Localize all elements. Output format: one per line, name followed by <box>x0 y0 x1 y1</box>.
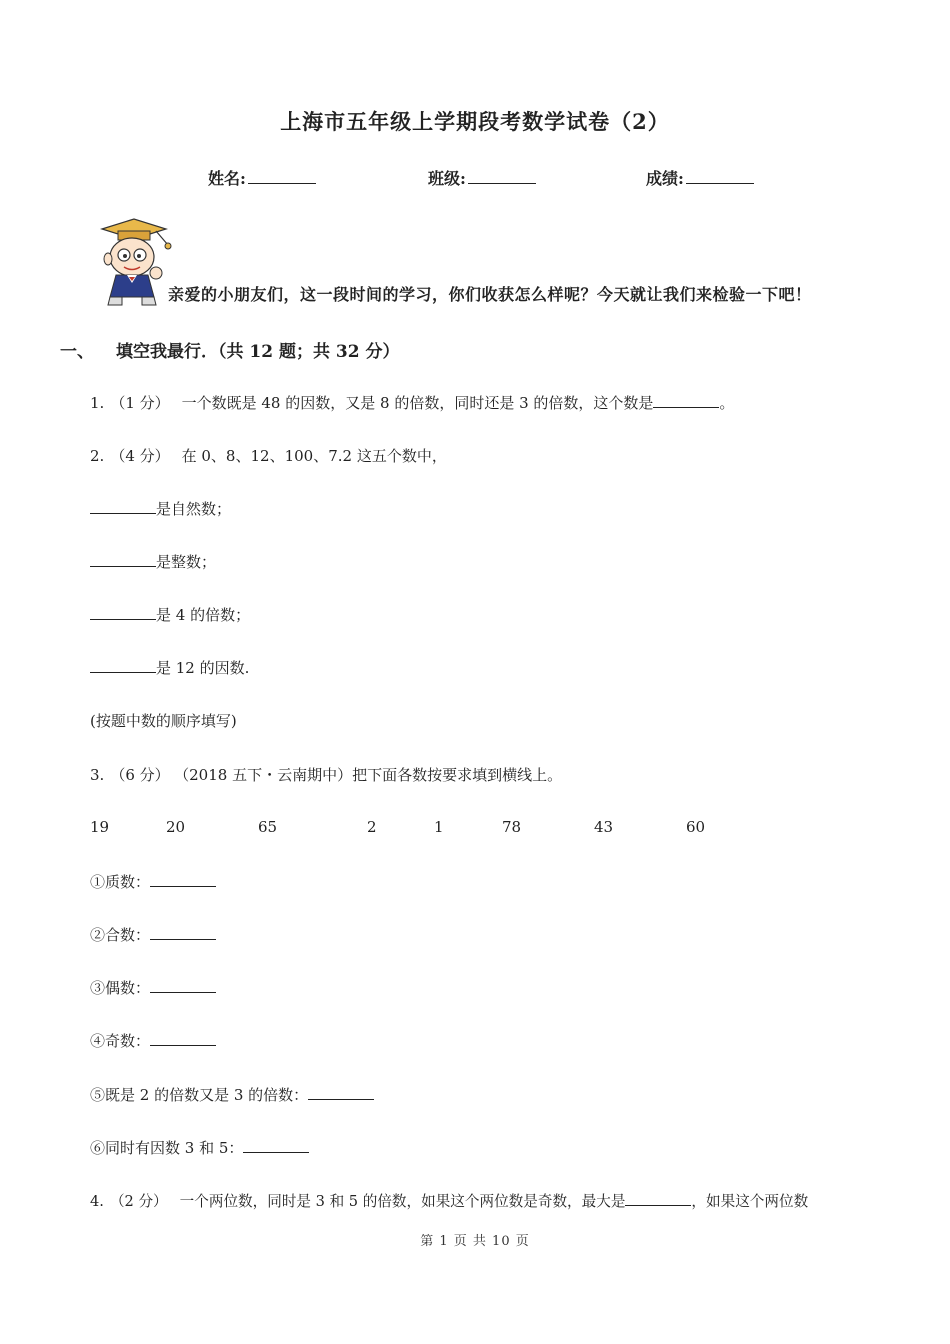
question-text: （2018 五下・云南期中）把下面各数按要求填到横线上。 <box>181 766 563 784</box>
answer-label: 是自然数； <box>156 500 232 518</box>
score-label: 成绩: <box>646 169 684 188</box>
answer-blank <box>90 659 156 673</box>
answer-blank <box>150 873 216 887</box>
answer-blank <box>308 1086 374 1100</box>
answer-label: ②合数： <box>90 926 151 944</box>
number-item: 65 <box>258 818 278 836</box>
answer-blank <box>243 1139 309 1153</box>
answer-line <box>90 1084 374 1105</box>
mascot-illustration <box>94 215 176 307</box>
number-item: 1 <box>434 818 444 836</box>
question-number: 4. <box>90 1193 104 1210</box>
answer-blank <box>90 500 156 514</box>
answer-line <box>90 1137 309 1158</box>
number-item: 60 <box>686 818 706 836</box>
question-score: （4 分） <box>110 447 170 465</box>
answer-label: ③偶数： <box>90 979 151 997</box>
score-field <box>646 166 754 189</box>
question-number: 3. <box>90 766 105 784</box>
question-score: （2 分） <box>109 1193 168 1210</box>
answer-line <box>90 498 231 519</box>
question-text-end: 。 <box>719 394 735 412</box>
answer-line <box>90 551 216 572</box>
question-number: 2. <box>90 447 105 465</box>
number-item: 43 <box>594 818 614 836</box>
answer-label: ④奇数： <box>90 1032 151 1050</box>
answer-line <box>90 657 249 678</box>
answer-blank <box>653 394 719 408</box>
answer-blank <box>625 1192 691 1206</box>
answer-label: ①质数： <box>90 873 151 891</box>
answer-label: 是整数； <box>156 553 217 571</box>
section-number: 一、 <box>60 342 94 362</box>
answer-line <box>90 977 216 998</box>
answer-blank <box>150 1032 216 1046</box>
number-item: 20 <box>166 818 186 836</box>
answer-label: 是 12 的因数. <box>156 659 250 677</box>
number-item: 78 <box>502 818 522 836</box>
page-footer: 第 1 页 共 10 页 <box>420 1234 530 1249</box>
answer-line <box>90 924 216 945</box>
name-label: 姓名: <box>208 169 246 188</box>
question-2 <box>90 445 447 466</box>
answer-line <box>90 871 216 892</box>
answer-blank <box>90 606 156 620</box>
page-title: 上海市五年级上学期段考数学试卷（2） <box>280 109 670 134</box>
score-blank <box>686 169 754 184</box>
class-blank <box>468 169 536 184</box>
question-number: 1. <box>90 394 105 412</box>
question-note: (按题中数的顺序填写) <box>90 712 237 730</box>
question-score: （1 分） <box>110 394 170 412</box>
section-title: 填空我最行．（共 12 题；共 32 分） <box>116 342 400 362</box>
number-item: 19 <box>90 818 110 836</box>
question-text: 一个数既是 48 的因数，又是 8 的倍数，同时还是 3 的倍数，这个数是 <box>181 394 654 412</box>
answer-label: ⑤既是 2 的倍数又是 3 的倍数： <box>90 1086 309 1104</box>
answer-blank <box>150 979 216 993</box>
name-field <box>208 166 316 189</box>
question-4 <box>90 1190 808 1211</box>
class-label: 班级: <box>428 169 466 188</box>
question-text: 在 0、8、12、100、7.2 这五个数中， <box>181 447 447 465</box>
class-field <box>428 166 536 189</box>
answer-line <box>90 1030 216 1051</box>
question-text-end: ，如果这个两位数 <box>691 1193 809 1210</box>
answer-blank <box>150 926 216 940</box>
section-heading <box>60 337 400 362</box>
number-item: 2 <box>367 818 377 836</box>
question-3 <box>90 764 562 785</box>
answer-label: ⑥同时有因数 3 和 5： <box>90 1139 244 1157</box>
question-text: 一个两位数，同时是 3 和 5 的倍数，如果这个两位数是奇数，最大是 <box>179 1193 626 1210</box>
answer-line <box>90 604 250 625</box>
answer-blank <box>90 553 156 567</box>
question-score: （6 分） <box>110 766 170 784</box>
answer-label: 是 4 的倍数； <box>156 606 251 624</box>
greeting-text: 亲爱的小朋友们，这一段时间的学习，你们收获怎么样呢？今天就让我们来检验一下吧！ <box>168 285 812 304</box>
question-1 <box>90 392 734 413</box>
name-blank <box>248 169 316 184</box>
